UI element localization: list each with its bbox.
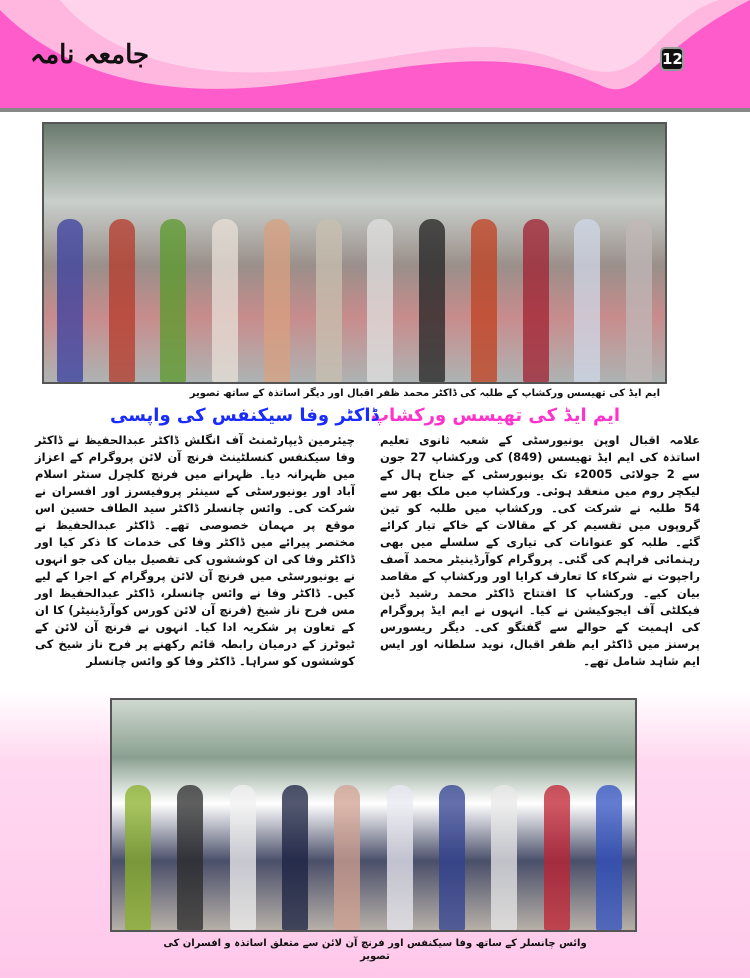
photo1-caption: ایم ایڈ کی تھیسس ورکشاپ کے طلبہ کی ڈاکٹر محمد ظفر اقبال اور دیگر اساتذہ کے ساتھ تصویر (189, 388, 660, 399)
photo-people (44, 201, 665, 382)
group-photo-med-workshop (42, 122, 667, 384)
text-line: سنٹر اسلام آباد اور یونیورسٹی کے سینئر پروفیسرز اور افسران نے شرکت کی۔ وائس چانسلر (35, 467, 355, 515)
page-number-badge: 12 (660, 47, 684, 71)
text-line: اقبال، نوید سلطانہ اور ایس ایم شاہد شامل تھے۔ (380, 637, 700, 668)
group-photo-french-online (110, 698, 637, 932)
text-line: طلبہ کو عنوانات کی تیاری کے سلسلے میں بھی رہنمائی فراہم کی گئی۔ پروگرام کوآرڈینیٹر محمد (380, 535, 700, 566)
article-right-heading: ایم ایڈ کی تھیسس ورکشاپ (370, 405, 620, 426)
photo-people (112, 769, 635, 930)
article-left-heading: ڈاکٹر وفا سیکنفس کی واپسی (110, 405, 379, 426)
text-line: ورکشاپ میں طلبہ کو تین گروپوں میں تقسیم کر کے مقالات کے خاکے تیار کرائے گئے۔ (380, 501, 700, 549)
text-line: کی جو انہوں نے یونیورسٹی میں فرنچ آن لائن پروگرام کے اجرا کے لیے کیں۔ ڈاکٹر (35, 552, 355, 600)
text-line: علامہ اقبال اوپن یونیورسٹی کے شعبہ ثانوی تعلیم اساتذہ کی ایم ایڈ تھیسس (380, 433, 701, 464)
text-line: آصف راجپوت نے شرکاء کا تعارف کرایا اور ورکشاپ کے مقاصد بیان کیے۔ (380, 552, 700, 600)
text-line: وفا نے وائس چانسلر، ڈاکٹر عبدالحفیظ اور مس فرح ناز شیخ (فرنچ آن لائن کورس (35, 586, 355, 617)
text-line: (849) کی ورکشاپ 27 جون سے 2 جولائی 2005ء تک یونیورسٹی کے جناح ہال (380, 450, 700, 481)
text-line: پروگرام کی اہمیت کے حوالے سے گفتگو کی۔ دیگر ریسورس پرسنز میں ڈاکٹر ایم ظفر (380, 603, 700, 651)
text-line: ورکشاپ کا افتتاح ڈاکٹر محمد رشید ڈین فیکلٹی آف ایجوکیشن نے کیا۔ انہوں نے ایم ایڈ (380, 586, 700, 617)
text-line: چیئرمین ڈیپارٹمنٹ آف انگلش ڈاکٹر عبدالحفیظ نے ڈاکٹر وفا سیکنفس (35, 433, 355, 464)
photo2-caption: وائس چانسلر کے ساتھ وفا سیکنفس اور فرنچ آن لائن سے متعلق اساتذہ و افسران کی تصویر (163, 938, 587, 962)
text-line: کوآرڈینیٹر) کا ان کے تعاون پر شکریہ ادا کیا۔ انہوں نے فرنچ آن لائن کے ٹیوٹرز (35, 603, 355, 651)
text-line: کے لیکچر روم میں منعقد ہوئی۔ ورکشاپ میں ملک بھر سے 54 طلبہ نے شرکت کی۔ (380, 467, 700, 515)
article-left-body (35, 432, 355, 670)
text-line: کے درمیان رابطہ قائم رکھنے پر فرح ناز شیخ کی کوششوں کو سراہا۔ ڈاکٹر وفا کو وائس چانسلر (35, 637, 355, 668)
text-line: پیرائے میں ڈاکٹر وفا کی خدمات کا ذکر کیا اور ڈاکٹر وفا کی ان کوششوں کی تفصیل بیان (35, 535, 355, 566)
magazine-logo: جامعہ نامہ (30, 40, 150, 70)
text-line: کنسلٹینٹ فرنچ آن لائن پروگرام کے اعزاز میں ظہرانہ دیا۔ ظہرانے میں فرنچ کلچرل (35, 450, 355, 481)
article-right-body (380, 432, 700, 670)
text-line: ڈاکٹر سید الطاف حسین اس موقع پر مہمان خصوصی تھے۔ ڈاکٹر عبدالحفیظ نے مختصر (35, 501, 355, 549)
